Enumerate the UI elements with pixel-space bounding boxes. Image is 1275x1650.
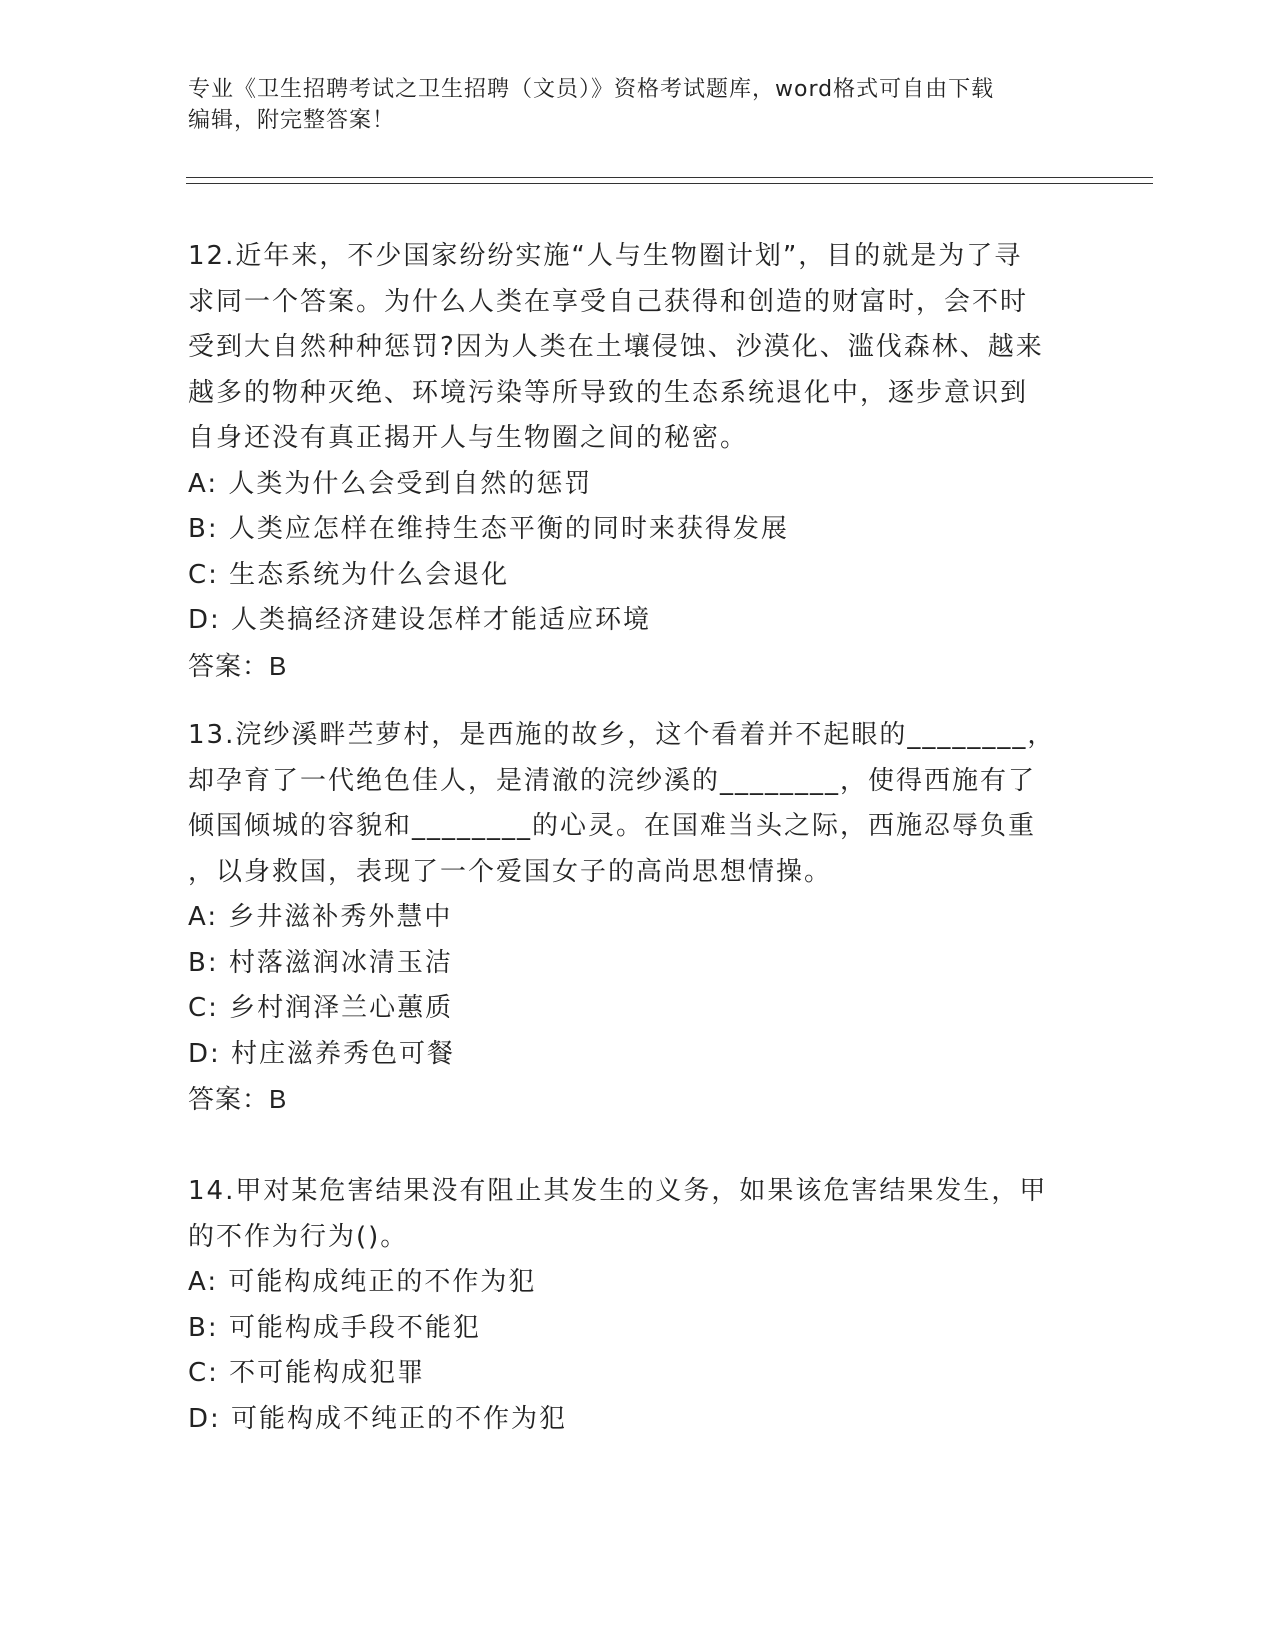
- option-d: D: 村庄滋养秀色可餐: [188, 1038, 456, 1069]
- stem-line: 倾国倾城的容貌和________的心灵。在国难当头之际，西施忍辱负重: [188, 811, 1037, 841]
- question-stem: [188, 1169, 1088, 1260]
- question-14: [188, 1169, 1088, 1442]
- header-line-2: 编辑，附完整答案！: [188, 108, 396, 133]
- option-d: D: 人类搞经济建设怎样才能适应环境: [188, 605, 652, 635]
- stem-line: 自身还没有真正揭开人与生物圈之间的秘密。: [188, 423, 749, 453]
- answer-label: 答案：B: [188, 650, 288, 681]
- answer-label: 答案：B: [188, 1084, 288, 1114]
- option-a: A: 可能构成纯正的不作为犯: [188, 1267, 537, 1297]
- option-c: C: 不可能构成犯罪: [188, 1358, 426, 1388]
- option-b: B: 人类应怎样在维持生态平衡的同时来获得发展: [188, 514, 789, 544]
- document-header: [188, 74, 1088, 136]
- header-divider-bottom: [186, 183, 1153, 184]
- question-13: [188, 713, 1088, 1123]
- question-stem: [188, 234, 1088, 462]
- stem-line: 受到大自然种种惩罚?因为人类在土壤侵蚀、沙漠化、滥伐森林、越来: [188, 332, 1044, 362]
- option-b: B: 可能构成手段不能犯: [188, 1312, 481, 1343]
- option-a: A: 乡井滋补秀外慧中: [188, 902, 453, 932]
- option-c: C: 生态系统为什么会退化: [188, 559, 510, 590]
- option-d: D: 可能构成不纯正的不作为犯: [188, 1403, 568, 1434]
- option-a: A: 人类为什么会受到自然的惩罚: [188, 468, 593, 499]
- header-line-1: 专业《卫生招聘考试之卫生招聘（文员）》资格考试题库，word格式可自由下载: [188, 77, 995, 102]
- stem-line: 12.近年来，不少国家纷纷实施“人与生物圈计划”，目的就是为了寻: [188, 241, 1023, 271]
- stem-line: 却孕育了一代绝色佳人，是清澈的浣纱溪的________，使得西施有了: [188, 765, 1037, 796]
- stem-line: 14.甲对某危害结果没有阻止其发生的义务，如果该危害结果发生，甲: [188, 1176, 1048, 1206]
- stem-line: 13.浣纱溪畔苎萝村，是西施的故乡，这个看着并不起眼的________，: [188, 720, 1056, 750]
- question-12: [188, 234, 1088, 689]
- option-b: B: 村落滋润冰清玉洁: [188, 947, 453, 978]
- stem-line: 的不作为行为()。: [188, 1221, 409, 1252]
- stem-line: 求同一个答案。为什么人类在享受自己获得和创造的财富时，会不时: [188, 286, 1029, 317]
- option-c: C: 乡村润泽兰心蕙质: [188, 993, 454, 1023]
- question-stem: [188, 713, 1088, 895]
- stem-line: 越多的物种灭绝、环境污染等所导致的生态系统退化中，逐步意识到: [188, 377, 1029, 408]
- stem-line: ，以身救国，表现了一个爱国女子的高尚思想情操。: [188, 856, 833, 887]
- header-divider-top: [186, 177, 1153, 178]
